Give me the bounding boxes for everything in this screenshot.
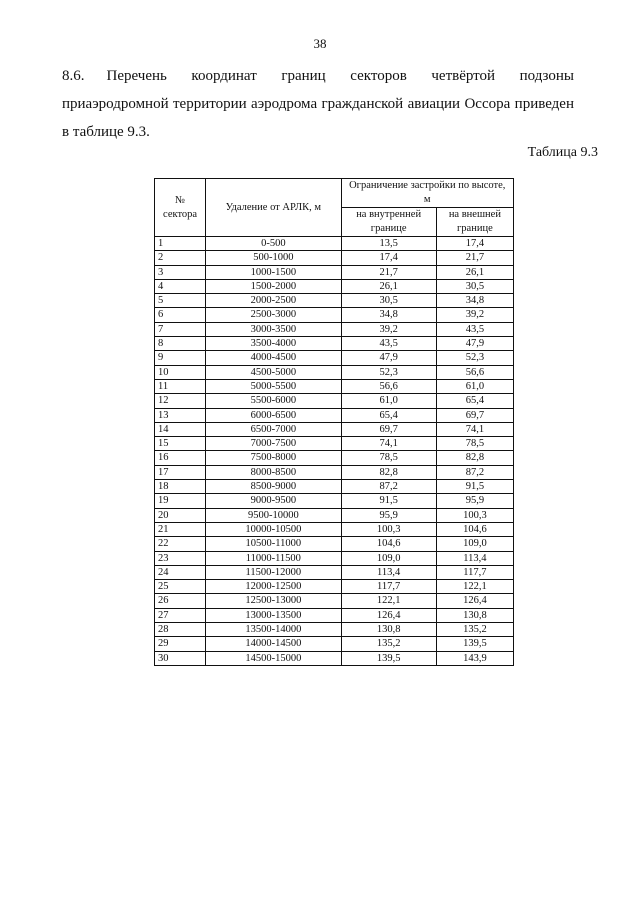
distance-range-cell: 1500-2000 [206,279,341,293]
inner-height-cell: 130,8 [341,623,436,637]
inner-height-cell: 139,5 [341,651,436,665]
inner-height-cell: 52,3 [341,365,436,379]
sector-number-cell: 16 [155,451,206,465]
sector-number-cell: 29 [155,637,206,651]
table-row [155,623,514,637]
distance-range-cell: 1000-1500 [206,265,341,279]
distance-range-cell: 8000-8500 [206,465,341,479]
sector-number-cell: 18 [155,480,206,494]
inner-height-cell: 69,7 [341,422,436,436]
outer-height-cell: 43,5 [436,322,513,336]
table-row [155,508,514,522]
distance-range-cell: 11500-12000 [206,565,341,579]
sector-number-cell: 30 [155,651,206,665]
outer-height-cell: 135,2 [436,623,513,637]
sector-number-cell: 5 [155,294,206,308]
table-row [155,365,514,379]
sector-number-cell: 27 [155,608,206,622]
table-row [155,565,514,579]
table-row [155,337,514,351]
outer-height-cell: 82,8 [436,451,513,465]
outer-height-cell: 113,4 [436,551,513,565]
sector-number-cell: 20 [155,508,206,522]
outer-height-cell: 52,3 [436,351,513,365]
outer-height-cell: 69,7 [436,408,513,422]
table-row [155,294,514,308]
sector-number-cell: 9 [155,351,206,365]
distance-range-cell: 7000-7500 [206,437,341,451]
table-body [155,237,514,666]
inner-height-cell: 56,6 [341,379,436,393]
sector-number-cell: 14 [155,422,206,436]
outer-height-cell: 139,5 [436,637,513,651]
distance-range-cell: 13500-14000 [206,623,341,637]
inner-height-cell: 43,5 [341,337,436,351]
outer-height-cell: 21,7 [436,251,513,265]
sector-number-cell: 13 [155,408,206,422]
table-row [155,580,514,594]
table-row [155,522,514,536]
sector-number-cell: 6 [155,308,206,322]
table-row [155,265,514,279]
inner-height-cell: 104,6 [341,537,436,551]
outer-height-cell: 65,4 [436,394,513,408]
sector-number-cell: 12 [155,394,206,408]
distance-range-cell: 3500-4000 [206,337,341,351]
inner-height-cell: 39,2 [341,322,436,336]
inner-height-cell: 117,7 [341,580,436,594]
table-row [155,465,514,479]
inner-height-cell: 34,8 [341,308,436,322]
inner-height-cell: 17,4 [341,251,436,265]
header-height-limit: Ограничение застройки по высоте, м [341,179,513,208]
header-sector: № сектора [155,179,206,237]
table-row [155,422,514,436]
outer-height-cell: 56,6 [436,365,513,379]
distance-range-cell: 14500-15000 [206,651,341,665]
distance-range-cell: 12500-13000 [206,594,341,608]
sector-number-cell: 19 [155,494,206,508]
distance-range-cell: 10500-11000 [206,537,341,551]
outer-height-cell: 34,8 [436,294,513,308]
distance-range-cell: 14000-14500 [206,637,341,651]
inner-height-cell: 30,5 [341,294,436,308]
outer-height-cell: 100,3 [436,508,513,522]
sector-number-cell: 8 [155,337,206,351]
outer-height-cell: 61,0 [436,379,513,393]
table-row [155,237,514,251]
distance-range-cell: 6000-6500 [206,408,341,422]
distance-range-cell: 0-500 [206,237,341,251]
sector-number-cell: 22 [155,537,206,551]
header-inner-boundary: на внутренней границе [341,208,436,237]
inner-height-cell: 87,2 [341,480,436,494]
outer-height-cell: 130,8 [436,608,513,622]
sector-number-cell: 11 [155,379,206,393]
inner-height-cell: 13,5 [341,237,436,251]
distance-range-cell: 7500-8000 [206,451,341,465]
sector-number-cell: 28 [155,623,206,637]
sector-number-cell: 25 [155,580,206,594]
distance-range-cell: 12000-12500 [206,580,341,594]
table-row [155,379,514,393]
table-row [155,394,514,408]
sector-number-cell: 17 [155,465,206,479]
outer-height-cell: 95,9 [436,494,513,508]
outer-height-cell: 87,2 [436,465,513,479]
table-row [155,480,514,494]
sector-number-cell: 23 [155,551,206,565]
header-distance: Удаление от АРЛК, м [206,179,341,237]
paragraph-text: Перечень координат границ секторов четвёртой подзоны приаэродромной территории аэродрома гражданской авиации Оссора приведен в таблице 9.3. [62,68,574,140]
inner-height-cell: 91,5 [341,494,436,508]
table-row [155,322,514,336]
sector-number-cell: 26 [155,594,206,608]
inner-height-cell: 95,9 [341,508,436,522]
table-row [155,408,514,422]
outer-height-cell: 47,9 [436,337,513,351]
distance-range-cell: 2000-2500 [206,294,341,308]
outer-height-cell: 122,1 [436,580,513,594]
outer-height-cell: 26,1 [436,265,513,279]
inner-height-cell: 65,4 [341,408,436,422]
table-row [155,594,514,608]
distance-range-cell: 9500-10000 [206,508,341,522]
inner-height-cell: 135,2 [341,637,436,651]
outer-height-cell: 30,5 [436,279,513,293]
intro-paragraph [62,62,574,146]
table-caption: Таблица 9.3 [527,145,598,160]
table-row [155,651,514,665]
sector-number-cell: 10 [155,365,206,379]
outer-height-cell: 78,5 [436,437,513,451]
distance-range-cell: 13000-13500 [206,608,341,622]
table-row [155,279,514,293]
table-row [155,351,514,365]
outer-height-cell: 17,4 [436,237,513,251]
sector-number-cell: 4 [155,279,206,293]
outer-height-cell: 74,1 [436,422,513,436]
table-row [155,551,514,565]
inner-height-cell: 100,3 [341,522,436,536]
inner-height-cell: 26,1 [341,279,436,293]
distance-range-cell: 8500-9000 [206,480,341,494]
inner-height-cell: 61,0 [341,394,436,408]
distance-range-cell: 4000-4500 [206,351,341,365]
outer-height-cell: 117,7 [436,565,513,579]
inner-height-cell: 47,9 [341,351,436,365]
distance-range-cell: 5500-6000 [206,394,341,408]
inner-height-cell: 74,1 [341,437,436,451]
outer-height-cell: 109,0 [436,537,513,551]
inner-height-cell: 82,8 [341,465,436,479]
sector-number-cell: 3 [155,265,206,279]
distance-range-cell: 500-1000 [206,251,341,265]
distance-range-cell: 3000-3500 [206,322,341,336]
sector-number-cell: 2 [155,251,206,265]
table-row [155,308,514,322]
distance-range-cell: 10000-10500 [206,522,341,536]
distance-range-cell: 9000-9500 [206,494,341,508]
inner-height-cell: 126,4 [341,608,436,622]
distance-range-cell: 5000-5500 [206,379,341,393]
table-row [155,451,514,465]
outer-height-cell: 143,9 [436,651,513,665]
inner-height-cell: 113,4 [341,565,436,579]
table-row [155,494,514,508]
distance-range-cell: 6500-7000 [206,422,341,436]
outer-height-cell: 91,5 [436,480,513,494]
inner-height-cell: 21,7 [341,265,436,279]
outer-height-cell: 126,4 [436,594,513,608]
sector-number-cell: 21 [155,522,206,536]
table-row [155,537,514,551]
inner-height-cell: 122,1 [341,594,436,608]
header-outer-boundary: на внешней границе [436,208,513,237]
inner-height-cell: 78,5 [341,451,436,465]
outer-height-cell: 104,6 [436,522,513,536]
table-row [155,437,514,451]
table-row [155,251,514,265]
table-row [155,608,514,622]
table-row [155,637,514,651]
paragraph-number: 8.6. [62,68,85,84]
sector-number-cell: 7 [155,322,206,336]
sector-number-cell: 15 [155,437,206,451]
sector-limits-table [154,178,514,666]
distance-range-cell: 4500-5000 [206,365,341,379]
page-number: 38 [313,36,327,51]
distance-range-cell: 11000-11500 [206,551,341,565]
sector-number-cell: 1 [155,237,206,251]
inner-height-cell: 109,0 [341,551,436,565]
distance-range-cell: 2500-3000 [206,308,341,322]
sector-number-cell: 24 [155,565,206,579]
outer-height-cell: 39,2 [436,308,513,322]
